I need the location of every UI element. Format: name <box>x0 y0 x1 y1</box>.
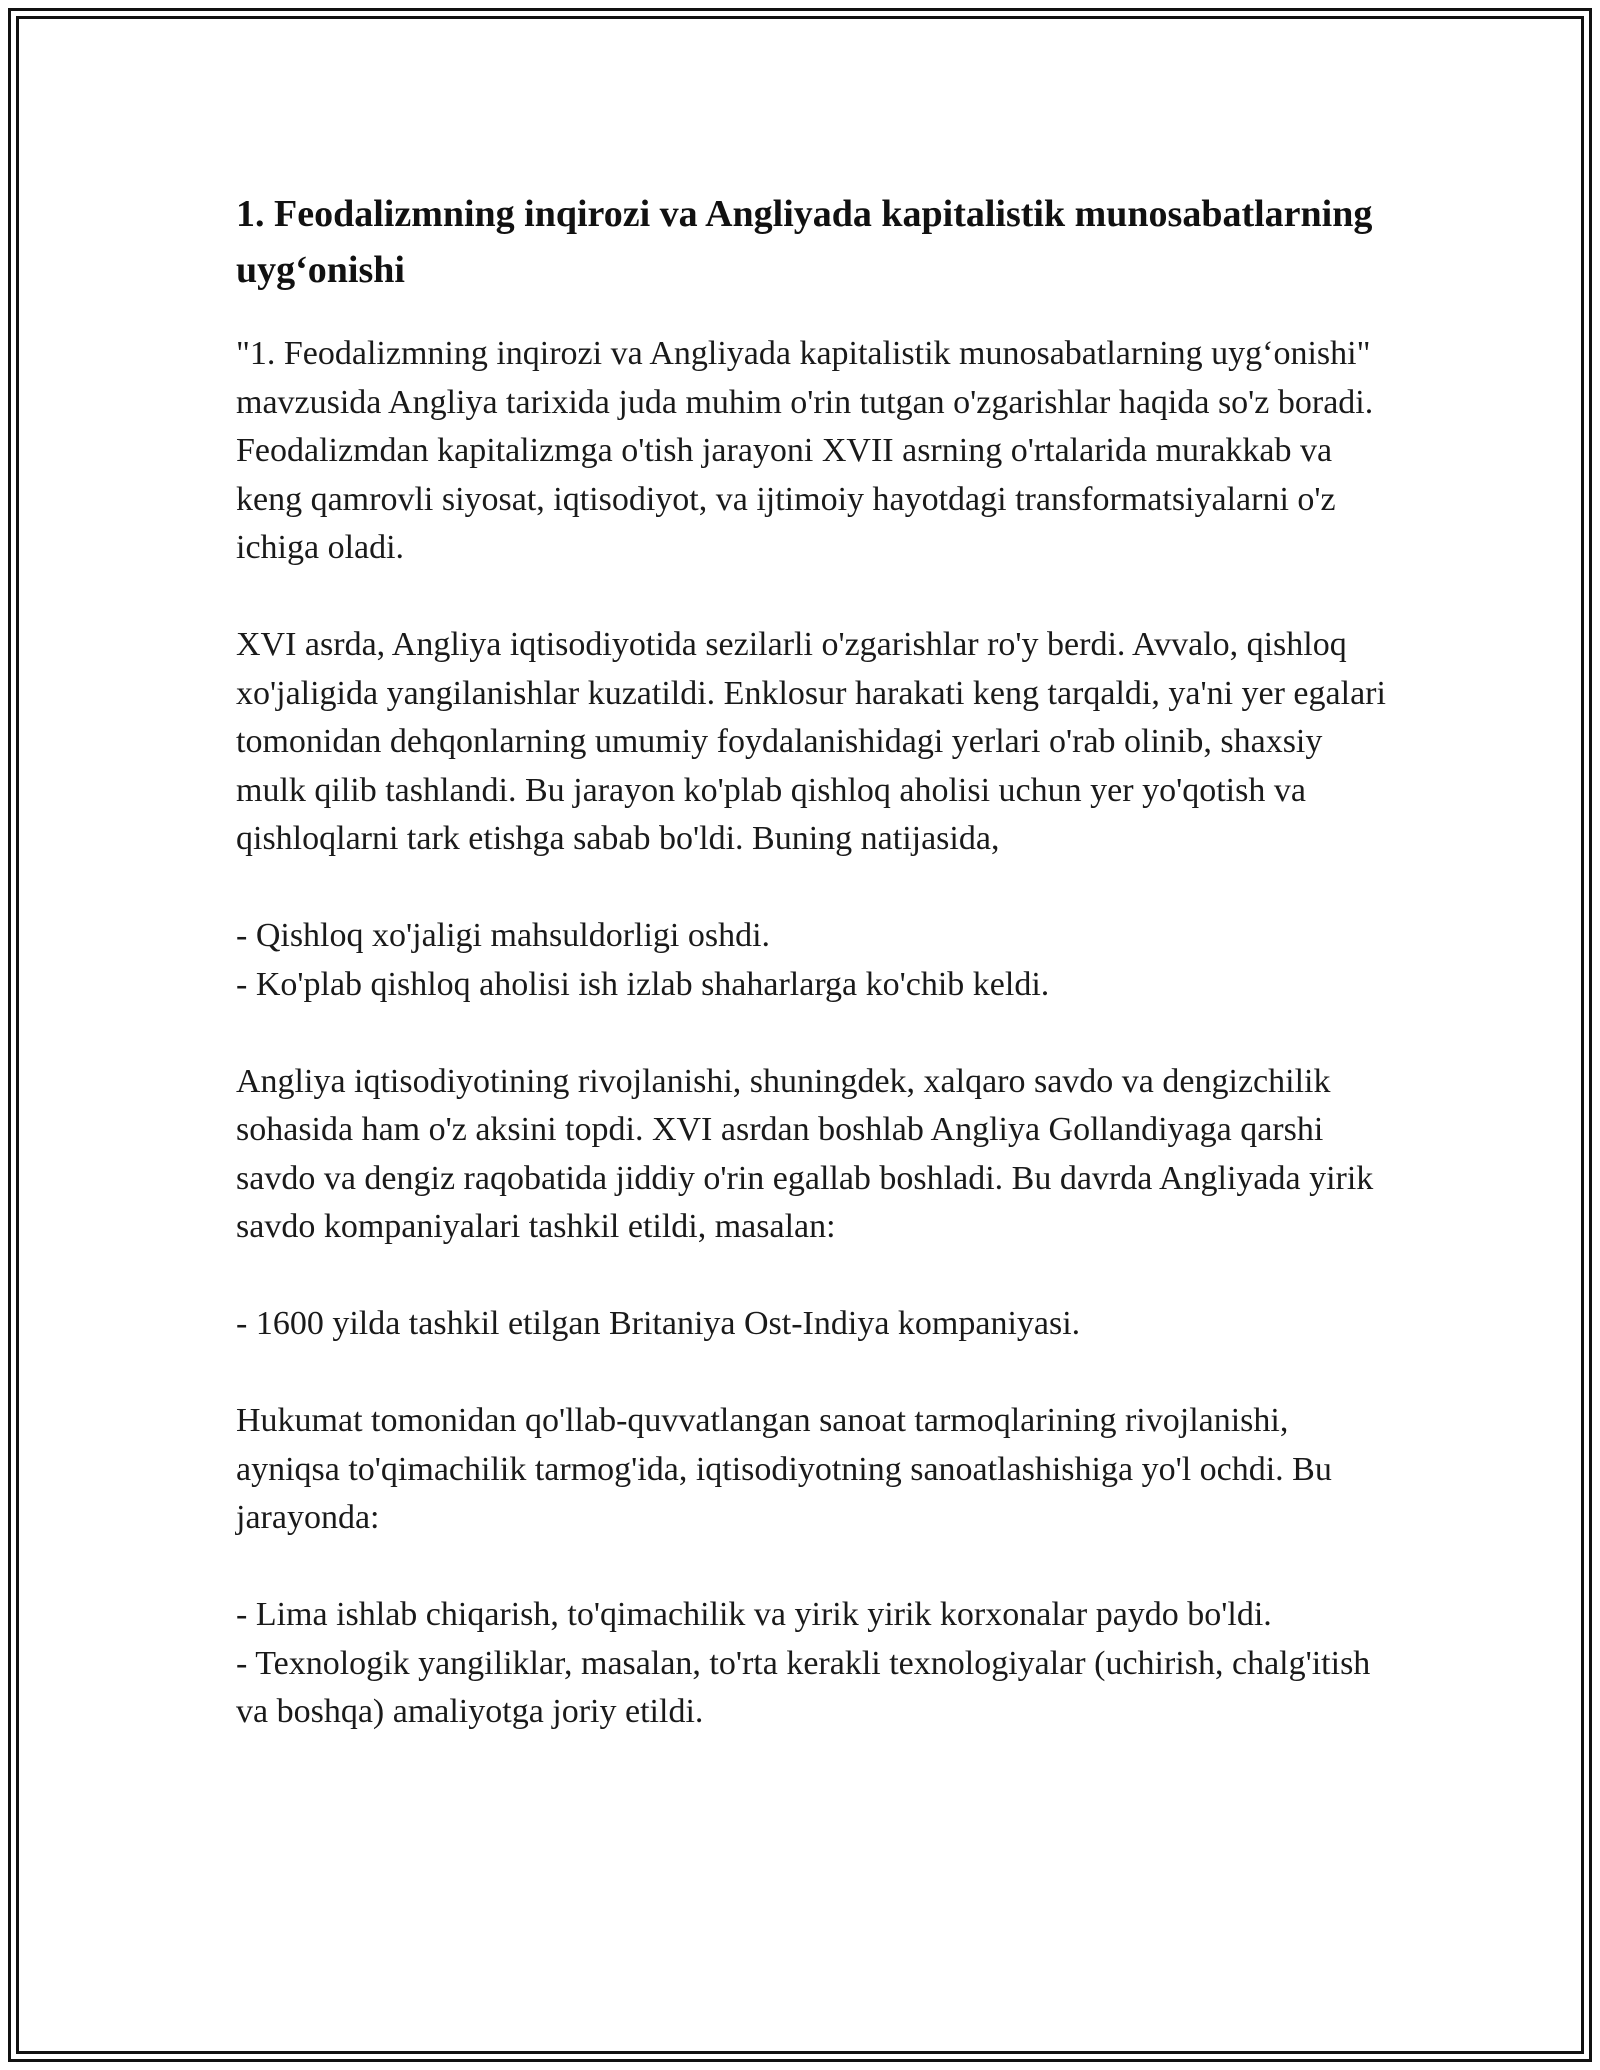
document-body <box>236 186 1386 1737</box>
list-1-item: - Ko'plab qishloq aholisi ish izlab shaharlarga ko'chib keldi. <box>236 965 1050 1003</box>
section-2-paragraph: Angliya iqtisodiyotining rivojlanishi, shuningdek, xalqaro savdo va dengizchilik sohasida ham o'z aksini topdi. XVI asrdan boshlab Angliya Gollandiyaga qarshi savdo va dengiz raqobatida jiddiy o'rin egallab boshladi. Bu davrda Angliyada yirik savdo kompaniyalari tashkil etildi, masalan: <box>236 1062 1374 1245</box>
paragraph-spacer <box>236 573 1386 622</box>
list-2-item: - 1600 yilda tashkil etilgan Britaniya Ost-Indiya kompaniyasi. <box>236 1305 1081 1342</box>
paragraph-spacer <box>236 1543 1386 1592</box>
section-1-paragraph: XVI asrda, Angliya iqtisodiyotida sezilarli o'zgarishlar ro'y berdi. Avvalo, qishloq xo'jaligida yangilanishlar kuzatildi. Enklosur harakati keng tarqaldi, ya'ni yer egalari tomonidan dehqonlarning umumiy foydalanishidagi yerlari o'rab olinib, shaxsiy mulk qilib tashlandi. Bu jarayon ko'plab qishloq aholisi uchun yer yo'qotish va qishloqlarni tark etishga sabab bo'ldi. Buning natijasida, <box>236 626 1386 857</box>
list-3-item: - Lima ishlab chiqarish, to'qimachilik va yirik yirik korxonalar paydo bo'ldi. <box>236 1596 1272 1633</box>
list-3-item: - Texnologik yangiliklar, masalan, to'rta kerakli texnologiyalar (uchirish, chalg'itish va boshqa) amaliyotga joriy etildi. <box>236 1644 1371 1730</box>
paragraph-spacer <box>236 1009 1386 1058</box>
section-3-paragraph: Hukumat tomonidan qo'llab-quvvatlangan sanoat tarmoqlarining rivojlanishi, ayniqsa to'qimachilik tarmog'ida, iqtisodiyotning sanoatlashishiga yo'l ochdi. Bu jarayonda: <box>236 1402 1332 1536</box>
list-1-item: - Qishloq xo'jaligi mahsuldorligi oshdi. <box>236 917 771 954</box>
paragraph-spacer <box>236 864 1386 913</box>
paragraph-spacer <box>236 1252 1386 1301</box>
document-heading: 1. Feodalizmning inqirozi va Angliyada kapitalistik munosabatlarning uyg‘onishi <box>236 193 1373 291</box>
intro-paragraph: "1. Feodalizmning inqirozi va Angliyada kapitalistik munosabatlarning uyg‘onishi" mavzusida Angliya tarixida juda muhim o'rin tutgan o'zgarishlar haqida so'z boradi. Feodalizmdan kapitalizmga o'tish jarayoni XVII asrning o'rtalarida murakkab va keng qamrovli siyosat, iqtisodiyot, va ijtimoiy hayotdagi transformatsiyalarni o'z ichiga oladi. <box>236 335 1374 566</box>
paragraph-spacer <box>236 1349 1386 1398</box>
